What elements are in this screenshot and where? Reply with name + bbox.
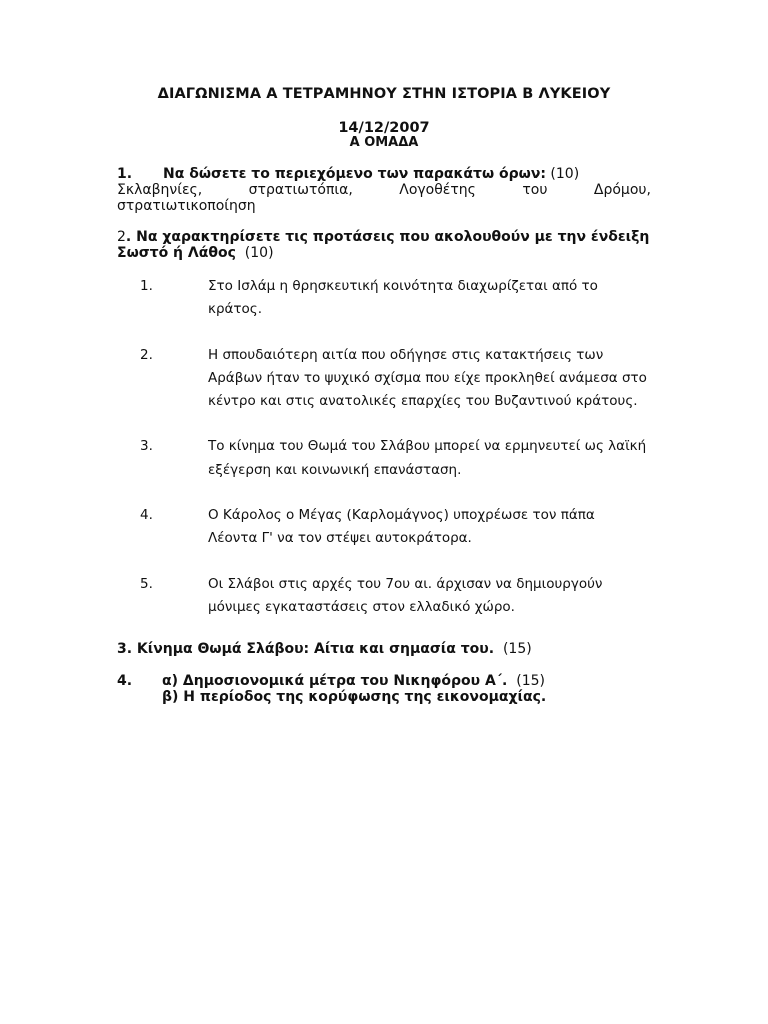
- exam-title: ΔΙΑΓΩΝΙΣΜΑ Α ΤΕΤΡΑΜΗΝΟΥ ΣΤΗΝ ΙΣΤΟΡΙΑ Β ΛΥΚΕΙΟΥ: [157, 86, 611, 102]
- list-item-text: Οι Σλάβοι στις αρχές του 7ου αι. άρχισαν να δημιουργούν μόνιμες εγκαταστάσεις στον ελλαδικό χώρο.: [208, 575, 603, 615]
- list-item: [117, 435, 651, 482]
- term: του: [522, 182, 548, 198]
- question-4-points: (15): [516, 673, 545, 690]
- term: στρατιωτικοποίηση: [117, 198, 256, 214]
- question-1-points: (10): [550, 166, 580, 182]
- list-item: [117, 504, 651, 551]
- question-2-text: . Να χαρακτηρίσετε τις προτάσεις που ακολουθούν με την ένδειξη Σωστό ή Λάθος: [117, 229, 650, 261]
- question-4-part-a: α) Δημοσιονομικά μέτρα του Νικηφόρου Α΄.: [162, 673, 508, 690]
- question-4: [117, 673, 651, 705]
- list-item: [117, 344, 651, 414]
- term: στρατιωτόπια,: [248, 182, 353, 198]
- list-item-text: Το κίνημα του Θωμά του Σλάβου μπορεί να ερμηνευτεί ως λαϊκή εξέγερση και κοινωνική επανάσταση.: [208, 438, 647, 478]
- list-item-number: 3.: [140, 438, 153, 455]
- question-2-number: 2: [117, 229, 126, 245]
- list-item-number: 4.: [140, 507, 153, 524]
- list-item-number: 2.: [140, 346, 153, 363]
- term: Λογοθέτης: [399, 182, 476, 198]
- question-1-number: 1.: [117, 166, 133, 182]
- question-1-terms: [117, 182, 651, 198]
- list-item: [117, 275, 651, 322]
- list-item-text: Στο Ισλάμ η θρησκευτική κοινότητα διαχωρίζεται από το κράτος.: [208, 278, 598, 318]
- question-3: [117, 641, 651, 657]
- question-2: [117, 229, 651, 261]
- exam-group: Α ΟΜΑΔΑ: [349, 135, 419, 150]
- list-item-number: 5.: [140, 575, 153, 592]
- question-2-points: (10): [244, 245, 274, 261]
- question-1: [117, 166, 651, 214]
- question-3-text: 3. Κίνημα Θωμά Σλάβου: Αίτια και σημασία του.: [117, 641, 495, 658]
- question-3-points: (15): [502, 641, 532, 658]
- list-item: [117, 573, 651, 620]
- question-4-part-b: β) Η περίοδος της κορύφωσης της εικονομαχίας.: [162, 689, 547, 706]
- question-1-text: Να δώσετε το περιεχόμενο των παρακάτω όρων:: [163, 166, 546, 182]
- list-item-text: Ο Κάρολος ο Μέγας (Καρλομάγνος) υποχρέωσε τον πάπα Λέοντα Γ' να τον στέψει αυτοκράτορα.: [208, 507, 595, 547]
- term: Δρόμου,: [593, 182, 651, 198]
- exam-page: [117, 86, 651, 705]
- statement-list: [117, 275, 651, 619]
- question-4-number: 4.: [117, 673, 133, 690]
- list-item-text: Η σπουδαιότερη αιτία που οδήγησε στις κατακτήσεις των Αράβων ήταν το ψυχικό σχίσμα που είχε προκληθεί ανάμεσα στο κέντρο και στις ανατολικές επαρχίες του Βυζαντινού κράτους.: [208, 346, 647, 410]
- list-item-number: 1.: [140, 278, 153, 294]
- exam-date: 14/12/2007: [338, 120, 430, 136]
- term: Σκλαβηνίες,: [117, 182, 203, 198]
